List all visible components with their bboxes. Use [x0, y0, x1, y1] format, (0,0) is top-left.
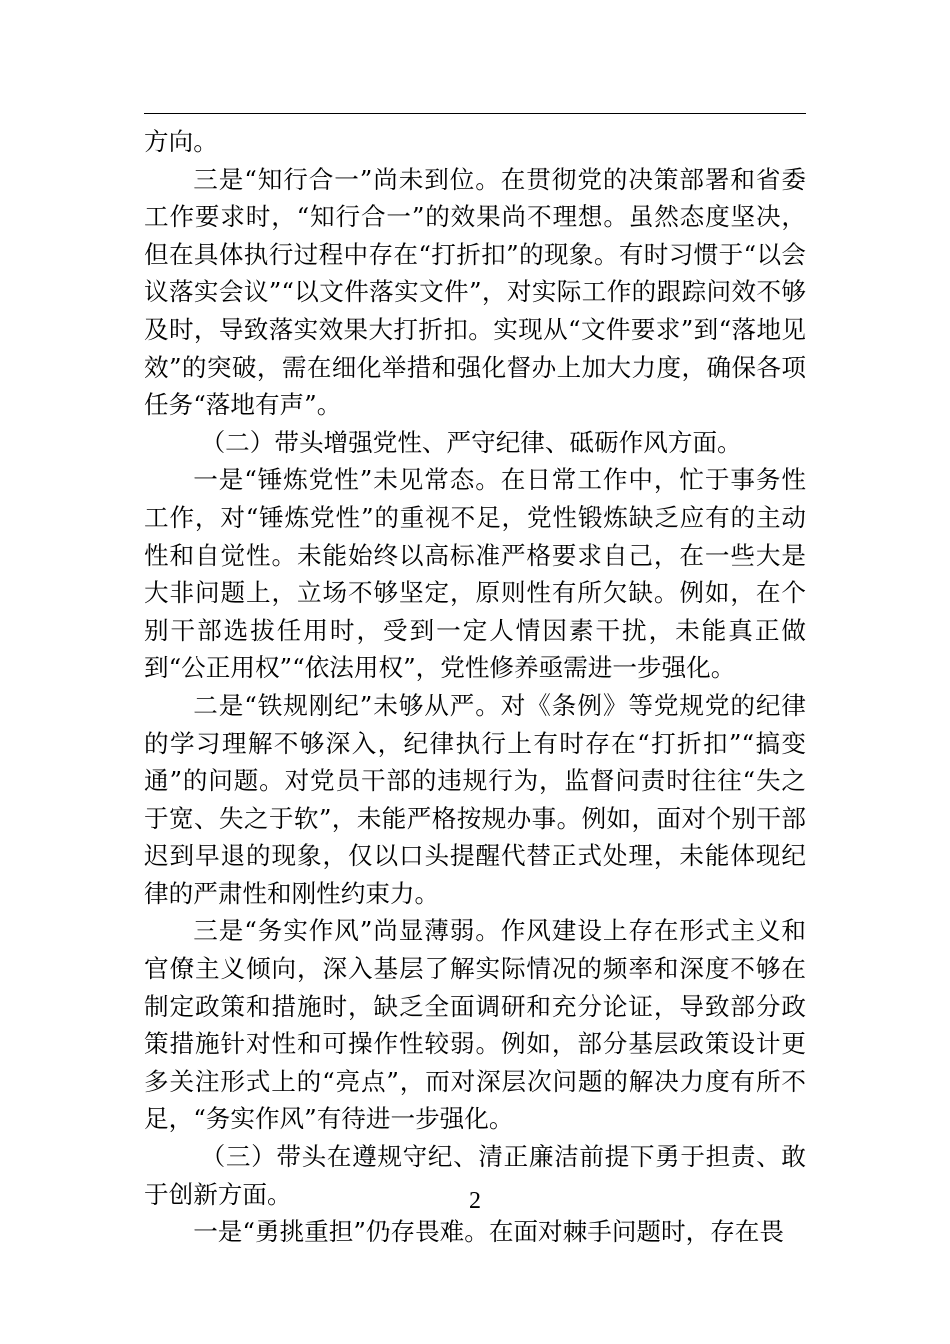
paragraph-work-style: 三是“务实作风”尚显薄弱。作风建设上存在形式主义和官僚主义倾向，深入基层了解实际情况的频率和深度不够在制定政策和措施时，缺乏全面调研和充分论证，导致部分政策措施针对性和可操作性较弱。例如，部分基层政策设计更多关注形式上的“亮点”，而对深层次问题的解决力度有所不足，“务实作风”有待进一步强化。	[144, 916, 806, 1134]
page-number: 2	[469, 1188, 481, 1214]
paragraph-discipline: 二是“铁规刚纪”未够从严。对《条例》等党规党的纪律的学习理解不够深入，纪律执行上有时存在“打折扣”“搞变通”的问题。对党员干部的违规行为，监督问责时往往“失之于宽、失之于软”，未能严格按规办事。例如，面对个别干部迟到早退的现象，仅以口头提醒代替正式处理，未能体现纪律的严肃性和刚性约束力。	[144, 690, 806, 908]
section-heading-2: （二）带头增强党性、严守纪律、砥砺作风方面。	[200, 427, 742, 457]
paragraph-responsibility: 一是“勇挑重担”仍存畏难。在面对棘手问题时，存在畏	[193, 1217, 784, 1247]
paragraph-knowledge-action: 三是“知行合一”尚未到位。在贯彻党的决策部署和省委工作要求时，“知行合一”的效果尚不理想。虽然态度坚决，但在具体执行过程中存在“打折扣”的现象。有时习惯于“以会议落实会议”“以文件落实文件”，对实际工作的跟踪问效不够及时，导致落实效果大打折扣。实现从“文件要求”到“落地见效”的突破，需在细化举措和强化督办上加大力度，确保各项任务“落地有声”。	[144, 164, 806, 420]
paragraph-party-spirit: 一是“锤炼党性”未见常态。在日常工作中，忙于事务性工作，对“锤炼党性”的重视不足，党性锻炼缺乏应有的主动性和自觉性。未能始终以高标准严格要求自己，在一些大是大非问题上，立场不够坚定，原则性有所欠缺。例如，在个别干部选拔任用时，受到一定人情因素干扰，未能真正做到“公正用权”“依法用权”，党性修养亟需进一步强化。	[144, 465, 806, 683]
document-body	[144, 123, 806, 1251]
section-heading-3: （三）带头在遵规守纪、清正廉洁前提下勇于担责、敢于创新方面。	[144, 1142, 806, 1209]
paragraph-continuation: 方向。	[144, 127, 218, 156]
header-rule	[144, 113, 806, 114]
